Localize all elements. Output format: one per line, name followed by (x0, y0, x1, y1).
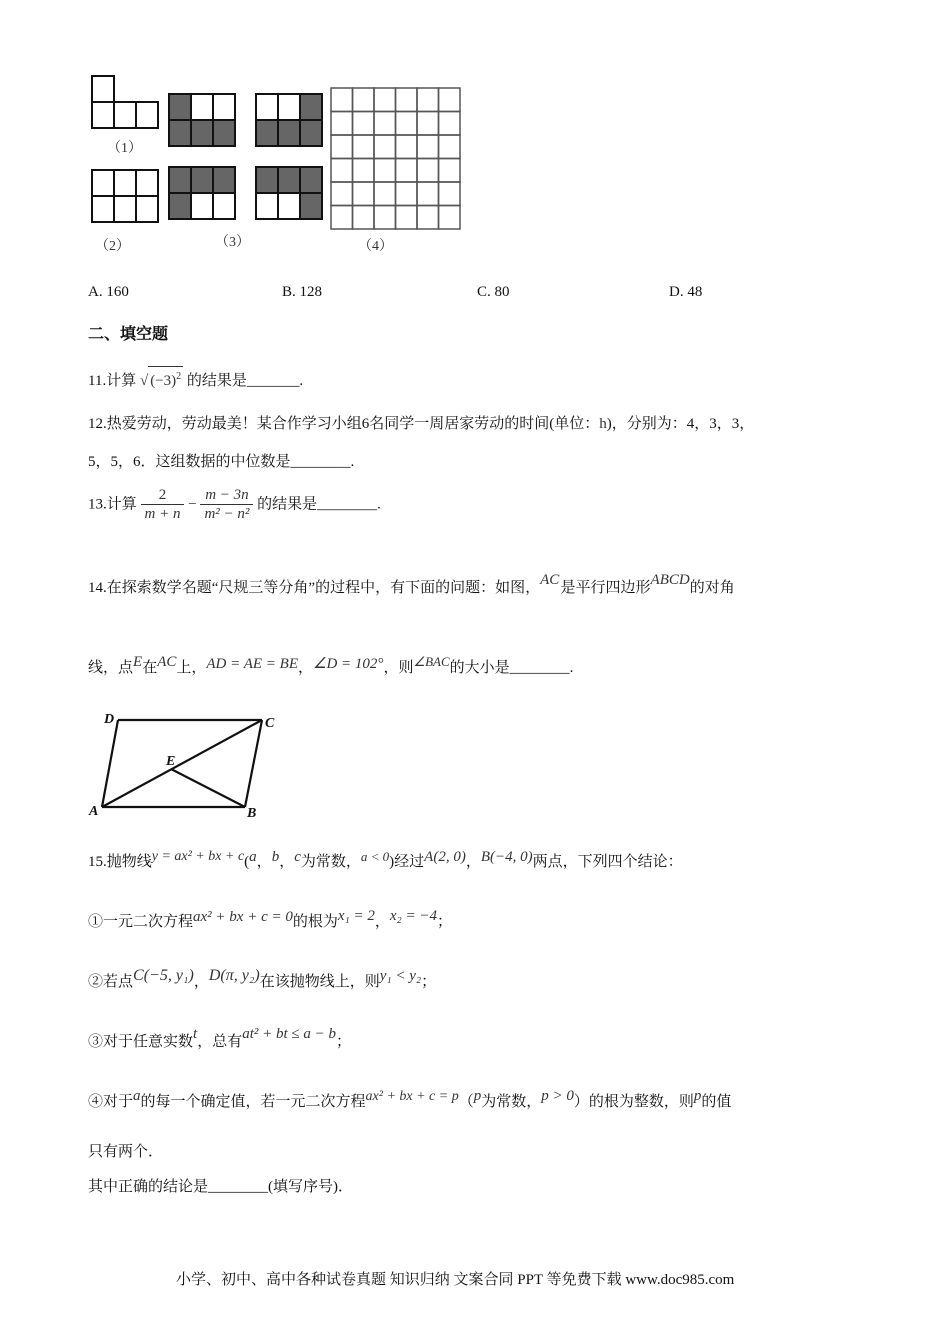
q15-b: b (271, 849, 280, 865)
conclusion-2 (88, 967, 437, 992)
grid-cell (331, 135, 353, 159)
q13-prefix: 13.计算 (88, 496, 137, 513)
figure-label-1: （1） (107, 141, 142, 156)
grid-cell (396, 112, 418, 136)
choice-a: A. 160 (88, 284, 129, 300)
grid-cell (331, 112, 353, 136)
grid-cell (417, 182, 439, 206)
q14-p9: 的大小是________. (449, 660, 574, 676)
grid-cell (417, 135, 439, 159)
c1-equation: ax² + bx + c = 0 (193, 909, 293, 925)
c1-p4: ； (437, 914, 453, 930)
q13-frac1-num: 2 (141, 486, 185, 505)
c2-point-d: D(π, y₂) (208, 967, 260, 984)
q15-p4: ， (279, 854, 295, 870)
grid-cell (417, 159, 439, 183)
c2-p2: ， (193, 974, 209, 990)
c4-p5: ）的根为整数，则 (573, 1094, 694, 1110)
label-d: D (104, 712, 115, 727)
c4-p2: 的每一个确定值，若一元二次方程 (140, 1094, 366, 1110)
q14-e: E (133, 654, 143, 670)
side-da (102, 720, 118, 807)
segment-eb (171, 769, 245, 807)
grid-cell (439, 135, 461, 159)
grid-cell (396, 182, 418, 206)
q15-parabola: y = ax² + bx + c (151, 849, 245, 864)
q13-frac1-den: m + n (144, 506, 181, 522)
grid-cell (374, 159, 396, 183)
c4-p-positive: p > 0 (541, 1088, 574, 1104)
c3-p2: ，总有 (197, 1034, 243, 1050)
grid-cell (396, 88, 418, 112)
figure-label-4: （4） (358, 239, 393, 254)
q12-text-2: )，分别为：4，3，3， (606, 416, 755, 432)
grid-cell (417, 206, 439, 230)
grid-cell (353, 159, 375, 183)
figure-3-shape-b (256, 94, 322, 146)
q11-exp: 2 (176, 371, 182, 382)
c4-p: p (473, 1088, 482, 1104)
q15-p2: ( (244, 854, 250, 870)
grid-cell (331, 206, 353, 230)
figure-label-3: （3） (215, 235, 250, 250)
c1-root-1: x₁ = 2 (337, 908, 375, 924)
label-a: A (89, 804, 99, 819)
grid-cell (374, 88, 396, 112)
figure-label-2: （2） (95, 239, 130, 254)
question-12-line1 (88, 414, 754, 434)
q14-p3: 的对角 (689, 580, 735, 596)
q14-p5: 在 (142, 660, 158, 676)
q13-frac2-num: m − 3n (200, 486, 253, 505)
grid-cell (396, 135, 418, 159)
q14-p8: ，则 (383, 660, 414, 676)
c4-a: a (133, 1088, 141, 1104)
q13-fraction-1 (141, 486, 185, 523)
grid-cell (374, 112, 396, 136)
grid-cell (374, 182, 396, 206)
q15-p8: 两点，下列四个结论： (532, 854, 683, 870)
c2-inequality: y₁ < y₂ (379, 968, 422, 984)
grid-cell (396, 159, 418, 183)
c2-point-c: C(−5, y₁) (133, 967, 194, 984)
q12-unit: h (599, 416, 607, 432)
figure-3-shape-a (169, 94, 235, 146)
figure-2-shape (92, 170, 158, 222)
grid-cell (439, 182, 461, 206)
c3-p1: ③对于任意实数 (88, 1034, 194, 1050)
q15-point-b: B(−4, 0) (480, 849, 533, 865)
c4-p6: 的值 (701, 1094, 732, 1110)
grid-cell (417, 112, 439, 136)
grid-cell (353, 206, 375, 230)
q14-parallelogram-figure (85, 705, 285, 820)
q14-angle-bac: ∠BAC (413, 654, 450, 669)
label-e: E (166, 754, 176, 769)
q14-p4: 线，点 (88, 660, 134, 676)
q13-frac2-den: m² − n² (204, 506, 250, 522)
figure-3-shape-c (169, 167, 235, 219)
c4-equation: ax² + bx + c = p (365, 1089, 459, 1104)
c2-p3: 在该抛物线上，则 (259, 974, 380, 990)
q14-p1: 14.在探索数学名题“尺规三等分角”的过程中，有下面的问题：如图， (88, 580, 541, 596)
q11-prefix: 11.计算 (88, 373, 137, 389)
grid-cell (331, 88, 353, 112)
grid-cell (331, 182, 353, 206)
q14-abcd: ABCD (650, 572, 690, 588)
conclusion-3 (88, 1026, 352, 1052)
q14-equal-sides: AD = AE = BE (206, 656, 299, 672)
grid-cell (374, 206, 396, 230)
grid-cell (353, 112, 375, 136)
q15-point-a: A(2, 0) (424, 849, 466, 865)
choice-d: D. 48 (669, 284, 703, 300)
question-13 (88, 486, 381, 523)
label-b: B (247, 806, 257, 820)
q11-suffix: 的结果是_______. (186, 373, 304, 389)
question-14-line1 (88, 572, 735, 598)
conclusion-4-line1 (88, 1088, 732, 1113)
q10-figure (85, 70, 470, 265)
figure-3-shape-d (256, 167, 322, 219)
c4-p1: ④对于 (88, 1094, 134, 1110)
figure-4-grid (331, 88, 460, 229)
c2-p4: ； (421, 974, 437, 990)
q15-p6: )经过 (389, 854, 425, 870)
section-title: 二、填空题 (88, 324, 169, 343)
c4-p3: （ (458, 1094, 474, 1110)
grid-cell (417, 88, 439, 112)
q15-p1: 15.抛物线 (88, 854, 152, 870)
q15-p5: 为常数， (300, 854, 361, 870)
c3-inequality: at² + bt ≤ a − b (242, 1026, 337, 1042)
question-15 (88, 849, 683, 873)
q11-sqrt: √ $(-3)^2$ (140, 373, 183, 389)
q11-expr: (−3) (150, 373, 177, 389)
q14-ac-2: AC (157, 654, 177, 670)
grid-cell (353, 88, 375, 112)
c3-t: t (193, 1026, 198, 1042)
c3-p3: ； (336, 1034, 352, 1050)
figure-1-shape (92, 76, 158, 128)
c4-p4: 为常数， (481, 1094, 542, 1110)
label-c: C (265, 716, 275, 731)
c4-p-2: p (693, 1088, 702, 1104)
grid-cell (374, 135, 396, 159)
c2-p1: ②若点 (88, 974, 134, 990)
q15-a-lt-0: a < 0 (360, 849, 390, 864)
answer-prompt: 其中正确的结论是________(填写序号)． (88, 1179, 353, 1195)
conclusion-4-line2: 只有两个． (88, 1144, 164, 1160)
c1-root-2: x₂ = −4 (389, 908, 438, 924)
c1-p2: 的根为 (292, 914, 338, 930)
q12-text-1: 12.热爱劳动，劳动最美！某合作学习小组6名同学一周居家劳动的时间(单位： (88, 416, 600, 432)
q14-p6: 上， (176, 660, 207, 676)
question-14-line2 (88, 654, 574, 678)
q14-p2: 是平行四边形 (560, 580, 651, 596)
grid-cell (439, 159, 461, 183)
grid-cell (439, 206, 461, 230)
q13-fraction-2 (200, 486, 253, 523)
q15-p3: ， (256, 854, 272, 870)
question-11 (88, 366, 303, 391)
grid-cell (396, 206, 418, 230)
q13-suffix: 的结果是________. (257, 496, 381, 513)
q14-ac: AC (540, 572, 560, 588)
q14-angle-d: ∠D = 102° (313, 656, 384, 672)
grid-cell (331, 159, 353, 183)
c1-p1: ①一元二次方程 (88, 914, 194, 930)
q15-p7: ， (465, 854, 481, 870)
choice-c: C. 80 (477, 284, 510, 300)
grid-cell (353, 182, 375, 206)
q14-p7: ， (298, 660, 314, 676)
grid-cell (439, 112, 461, 136)
q13-minus: − (188, 496, 197, 513)
grid-cell (353, 135, 375, 159)
c1-p3: ， (374, 914, 390, 930)
diagonal-ac (102, 720, 262, 807)
side-cb (245, 720, 262, 807)
choice-b: B. 128 (282, 284, 323, 300)
q15-c: c (294, 849, 301, 865)
conclusion-1 (88, 908, 453, 932)
question-12-line2: 5，5，6．这组数据的中位数是________. (88, 454, 355, 470)
q15-a: a (249, 849, 257, 865)
page-footer: 小学、初中、高中各种试卷真题 知识归纳 文案合同 PPT 等免费下载 www.doc985.com (176, 1272, 735, 1288)
grid-cell (439, 88, 461, 112)
